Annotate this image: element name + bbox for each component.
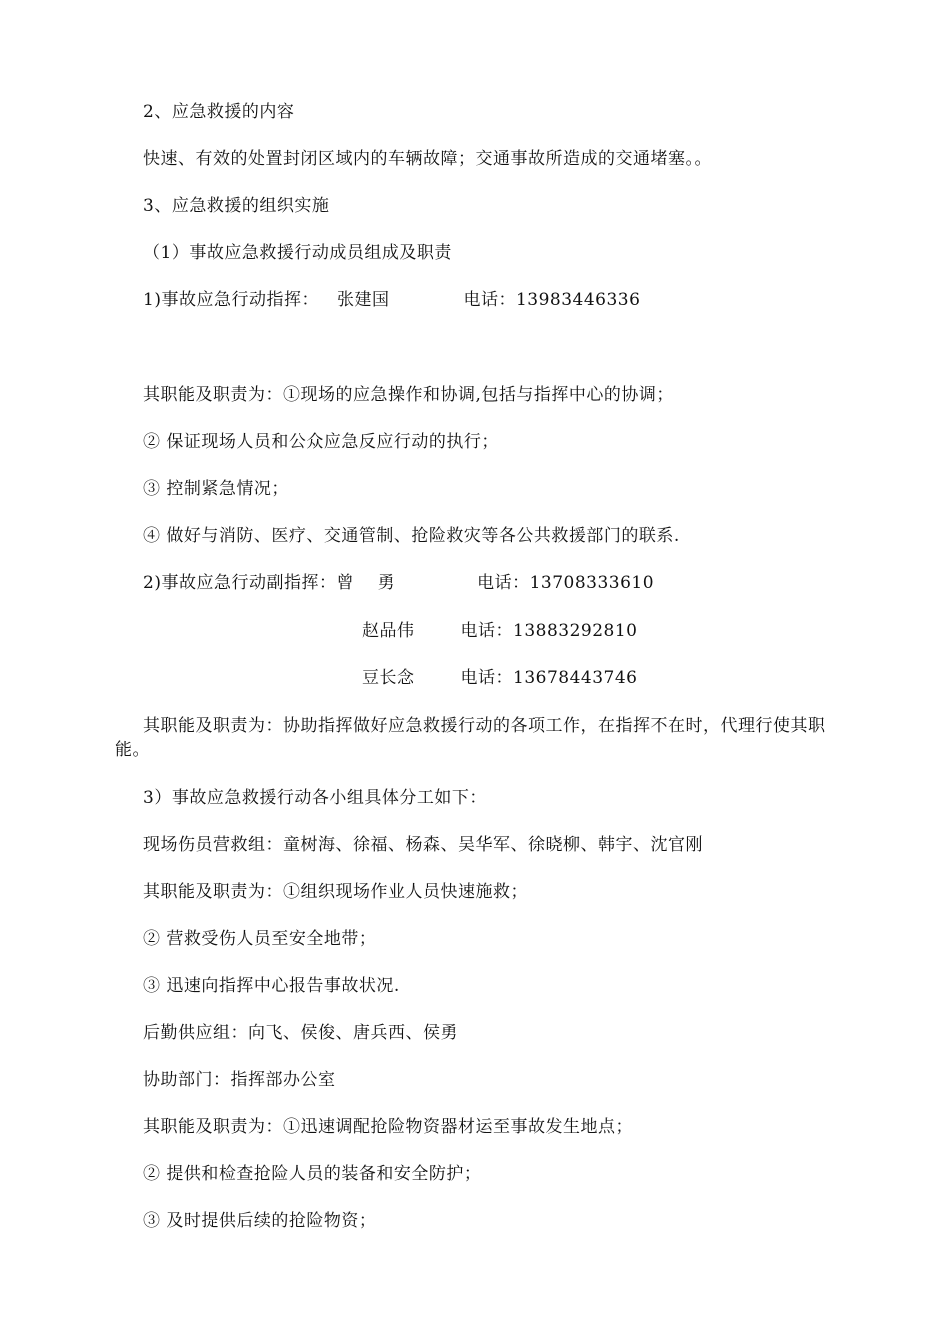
commander-phone: 13983446336 bbox=[515, 290, 641, 310]
commander-duty-4: ④ 做好与消防、医疗、交通管制、抢险救灾等各公共救援部门的联系. bbox=[143, 526, 680, 546]
deputy-phone-label-3: 电话： bbox=[460, 668, 513, 688]
section-2-text: 快速、有效的处置封闭区域内的车辆故障；交通事故所造成的交通堵塞。。 bbox=[143, 149, 712, 169]
deputy-line-2 bbox=[362, 619, 637, 643]
section-3-heading: 3、应急救援的组织实施 bbox=[143, 196, 330, 216]
deputy-line-3 bbox=[362, 666, 637, 690]
commander-phone-label: 电话： bbox=[463, 290, 516, 310]
deputy-label: 2)事故应急行动副指挥： bbox=[143, 573, 337, 593]
deputy-line-1 bbox=[143, 571, 654, 595]
section-3-1-heading: （1）事故应急救援行动成员组成及职责 bbox=[143, 243, 452, 263]
rescue-duty-3: ③ 迅速向指挥中心报告事故状况. bbox=[143, 976, 400, 996]
deputy-phone-label-1: 电话： bbox=[477, 573, 530, 593]
commander-line bbox=[143, 288, 640, 312]
commander-duty-1: 其职能及职责为：①现场的应急操作和协调,包括与指挥中心的协调； bbox=[143, 385, 674, 405]
deputy-duties: 其职能及职责为：协助指挥做好应急救援行动的各项工作，在指挥不在时，代理行使其职能。 bbox=[115, 716, 826, 760]
rescue-duty-1: 其职能及职责为：①组织现场作业人员快速施救； bbox=[143, 882, 528, 902]
commander-duty-3: ③ 控制紧急情况； bbox=[143, 479, 289, 499]
deputy-phone-3: 13678443746 bbox=[513, 668, 638, 688]
deputy-phone-label-2: 电话： bbox=[460, 621, 513, 641]
logistics-duty-3: ③ 及时提供后续的抢险物资； bbox=[143, 1211, 377, 1231]
logistics-group: 后勤供应组：向飞、侯俊、唐兵西、侯勇 bbox=[143, 1023, 458, 1043]
assist-department: 协助部门：指挥部办公室 bbox=[143, 1070, 336, 1090]
deputy-phone-1: 13708333610 bbox=[529, 573, 655, 593]
rescue-group: 现场伤员营救组：童树海、徐福、杨森、吴华军、徐晓柳、韩宇、沈官刚 bbox=[143, 835, 703, 855]
logistics-duty-2: ② 提供和检查抢险人员的装备和安全防护； bbox=[143, 1164, 482, 1184]
section-3-3-heading: 3）事故应急救援行动各小组具体分工如下： bbox=[143, 788, 487, 808]
logistics-duty-1: 其职能及职责为：①迅速调配抢险物资器材运至事故发生地点； bbox=[143, 1117, 633, 1137]
commander-name: 张建国 bbox=[336, 290, 390, 310]
deputy-name-1: 曾 勇 bbox=[336, 573, 396, 593]
deputy-name-3: 豆长念 bbox=[362, 668, 415, 688]
section-2-heading: 2、应急救援的内容 bbox=[143, 102, 295, 122]
deputy-phone-2: 13883292810 bbox=[513, 621, 638, 641]
deputy-name-2: 赵品伟 bbox=[362, 621, 415, 641]
commander-label: 1)事故应急行动指挥： bbox=[143, 290, 319, 310]
commander-duty-2: ② 保证现场人员和公众应急反应行动的执行； bbox=[143, 432, 499, 452]
rescue-duty-2: ② 营救受伤人员至安全地带； bbox=[143, 929, 377, 949]
